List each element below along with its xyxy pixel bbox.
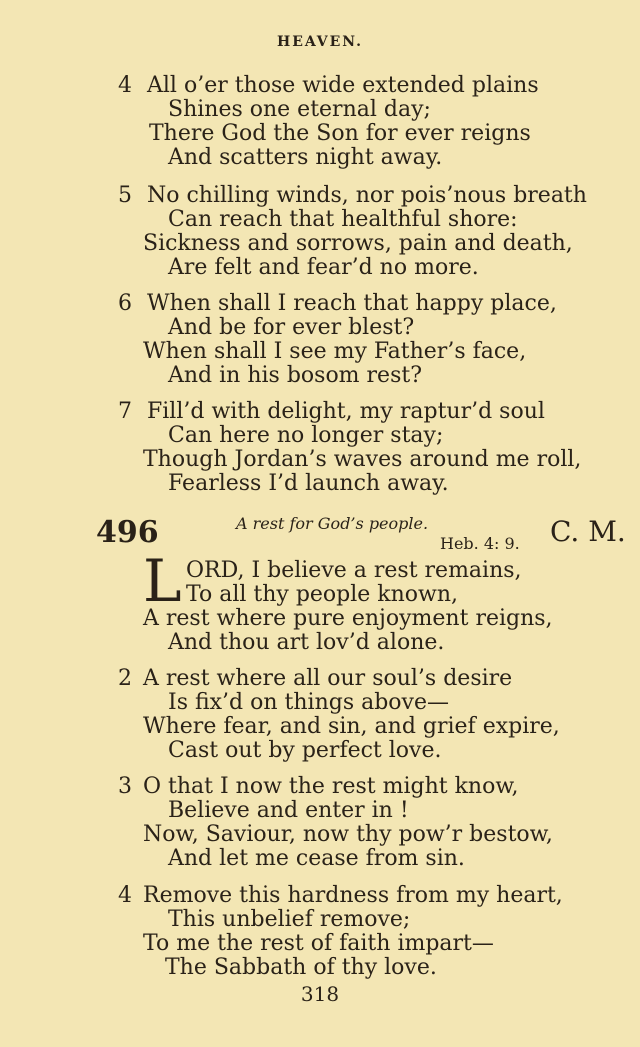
verse-line: Can here no longer stay;	[168, 423, 444, 448]
verse-line: To me the rest of faith impart—	[143, 931, 494, 956]
stanza-number: 6	[118, 291, 132, 316]
stanza-number: 4	[118, 73, 132, 98]
verse-line: And in his bosom rest?	[168, 363, 422, 388]
hymn-title: A rest for God’s people.	[236, 514, 429, 533]
verse-line: Shines one eternal day;	[168, 97, 431, 122]
stanza-number: 7	[118, 399, 132, 424]
stanza-number: 3	[118, 774, 132, 799]
verse-line: A rest where pure enjoyment reigns,	[143, 606, 553, 631]
verse-line: Where fear, and sin, and grief expire,	[143, 714, 560, 739]
verse-line: Remove this hardness from my heart,	[143, 883, 563, 908]
verse-line: When shall I see my Father’s face,	[143, 339, 527, 364]
stanza-number: 2	[118, 666, 132, 691]
verse-line: Fearless I’d launch away.	[168, 471, 449, 496]
drop-cap: L	[143, 547, 182, 615]
verse-line: And scatters night away.	[168, 145, 443, 170]
verse-line: And be for ever blest?	[168, 315, 415, 340]
verse-line: Though Jordan’s waves around me roll,	[143, 447, 582, 472]
verse-line: And thou art lov’d alone.	[168, 630, 445, 655]
verse-line: No chilling winds, nor pois’nous breath	[147, 183, 587, 208]
hymn-number: 496	[96, 515, 159, 550]
page-number: 318	[300, 982, 340, 1006]
verse-line: Is fix’d on things above—	[168, 690, 450, 715]
verse-line: Believe and enter in !	[168, 798, 409, 823]
hymn-meter: C. M.	[550, 515, 626, 548]
verse-line: There God the Son for ever reigns	[149, 121, 531, 146]
verse-line: To all thy people known,	[186, 582, 459, 607]
verse-line: Sickness and sorrows, pain and death,	[143, 231, 573, 256]
verse-line: And let me cease from sin.	[168, 846, 465, 871]
verse-line: Cast out by perfect love.	[168, 738, 442, 763]
verse-line: O that I now the rest might know,	[143, 774, 519, 799]
stanza-number: 4	[118, 883, 132, 908]
verse-line: Are felt and fear’d no more.	[168, 255, 479, 280]
stanza-number: 5	[118, 183, 132, 208]
verse-line: All o’er those wide extended plains	[147, 73, 539, 98]
verse-line: When shall I reach that happy place,	[147, 291, 557, 316]
verse-line: Can reach that healthful shore:	[168, 207, 518, 232]
running-head: HEAVEN.	[276, 34, 364, 50]
verse-line: The Sabbath of thy love.	[165, 955, 437, 980]
scripture-reference: Heb. 4: 9.	[440, 534, 520, 553]
verse-line: This unbelief remove;	[168, 907, 411, 932]
verse-line: Now, Saviour, now thy pow’r bestow,	[143, 822, 553, 847]
verse-line: Fill’d with delight, my raptur’d soul	[147, 399, 545, 424]
verse-line: A rest where all our soul’s desire	[143, 666, 513, 691]
verse-line: ORD, I believe a rest remains,	[186, 558, 522, 583]
